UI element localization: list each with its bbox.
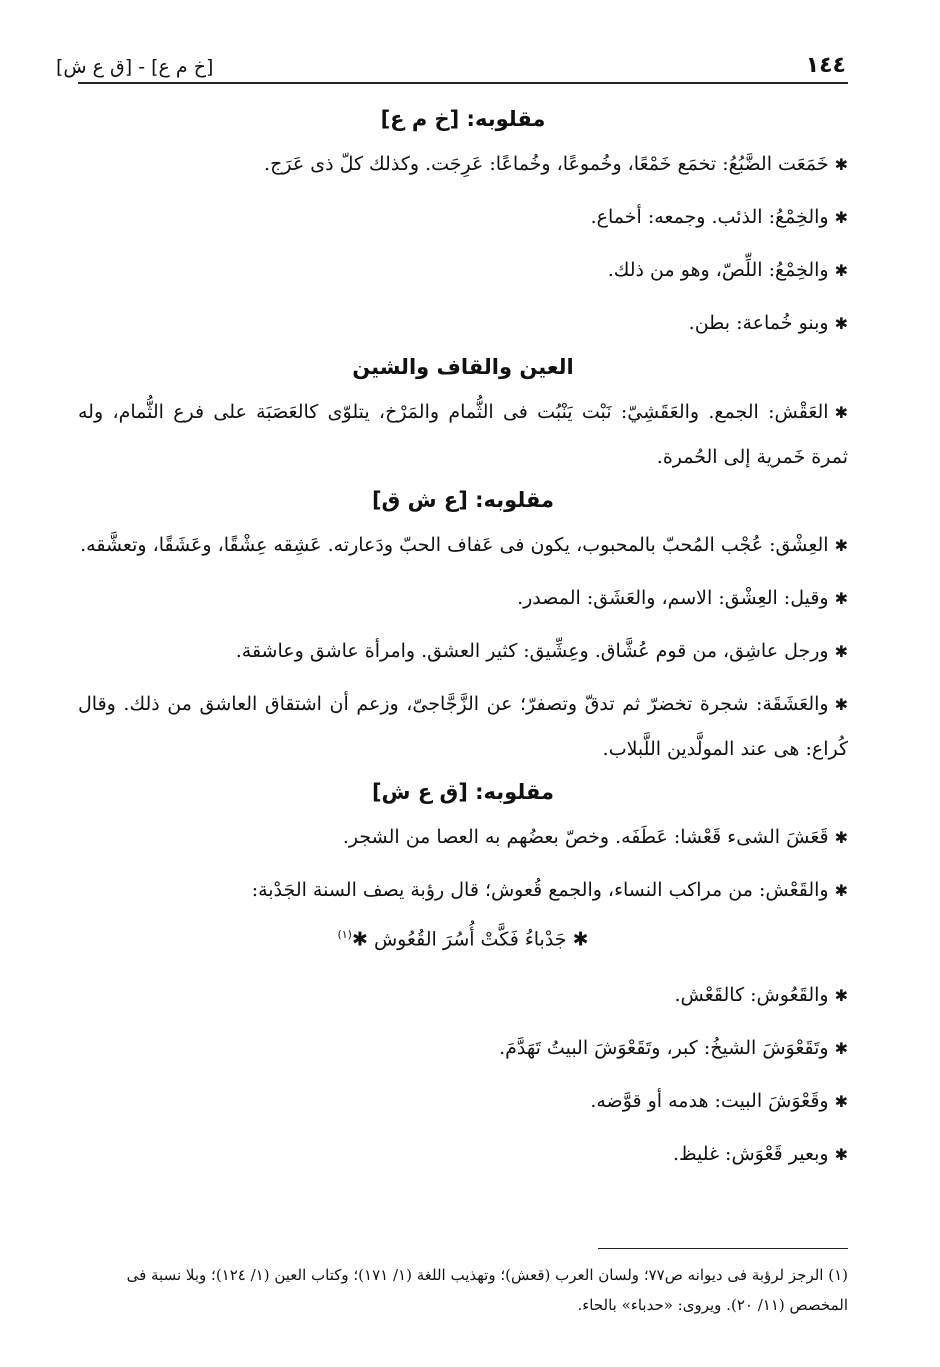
entry <box>78 195 848 240</box>
entry-text: العِشْق: عُجْب المُحبّ بالمحبوب، يكون فى عَفاف الحبّ ودَعارته. عَشِقه عِشْقًا، وعَشَقًا، وتعشَّقه. <box>80 534 829 556</box>
asterisk-icon: ✱ <box>834 642 848 661</box>
section-heading: مقلوبه: [ق ع ش] <box>371 780 555 804</box>
entry <box>78 1079 848 1124</box>
asterisk-icon: ✱ <box>834 1145 848 1165</box>
running-header <box>56 40 848 84</box>
entry-text: والعَشَقَة: شجرة تخضرّ ثم تدقّ وتصفرّ؛ عن الزَّجَّاجىّ، وزعم أن اشتقاق العاشق من ذلك. وقال كُراع: هى عند المولَّدين اللَّبلاب. <box>78 693 848 760</box>
asterisk-icon: ✱ <box>834 261 848 280</box>
entry-text: وتَقَعْوَشَ الشيخُ: كبر، وتَقَعْوَشَ البيتُ تَهَدَّمَ. <box>499 1037 829 1060</box>
asterisk-icon: ✱ <box>834 986 848 1006</box>
section-heading: العين والقاف والشين <box>352 355 574 379</box>
entry-text: وبنو خُماعة: بطن. <box>688 312 829 334</box>
entry-text: ورجل عاشِق، من قوم عُشَّاق. وعِشِّيق: كثير العشق. وامرأة عاشق وعاشقة. <box>235 640 829 662</box>
asterisk-icon: ✱ <box>834 695 848 714</box>
page-number: ١٤٤ <box>805 53 846 78</box>
entry <box>78 301 848 346</box>
entry-text: خَمَعَت الضَّبُعُ: تخمَع خَمْعًا، وخُموعًا، وخُماعًا: عَرِجَت. وكذلك كلّ ذى عَرَج. <box>264 153 829 175</box>
asterisk-icon: ✱ <box>834 208 848 227</box>
verse-quote <box>78 915 848 959</box>
asterisk-icon: ✱ <box>834 314 848 333</box>
footnote-marker: (١) <box>337 928 352 941</box>
entry-text: والخِمْعُ: الذئب. وجمعه: أخماع. <box>590 206 829 228</box>
entry <box>78 815 848 860</box>
entry <box>78 142 848 187</box>
asterisk-icon: ✱ <box>834 1039 848 1059</box>
entry-text: وبعير قَعْوَش: غليظ. <box>672 1143 829 1166</box>
entry <box>78 629 848 674</box>
footnote: (١) الرجز لرؤبة فى ديوانه ص٧٧؛ ولسان العرب (قعش)؛ وتهذيب اللغة (١/ ١٧١)؛ وكتاب العين (١/ ١٢٤)؛ وبلا نسبة فى المخصص (١١/ ٢٠). ويروى: «حدباء» بالحاء. <box>126 1266 848 1314</box>
entry <box>78 248 848 293</box>
header-root-range: [خ م ع] - [ق ع ش] <box>56 56 214 78</box>
entry-text: والخِمْعُ: اللِّصّ، وهو من ذلك. <box>607 259 829 281</box>
asterisk-icon: ✱ <box>834 828 848 847</box>
asterisk-icon: ✱ <box>834 881 848 900</box>
entry-text: وقيل: العِشْق: الاسم، والعَشَق: المصدر. <box>517 587 829 609</box>
asterisk-icon: ✱ <box>351 928 374 951</box>
section-heading: مقلوبه: [ع ش ق] <box>371 488 555 512</box>
entry-text: قَعَشَ الشىء قَعْشا: عَطَفَه. وخصّ بعضُهم به العصا من الشجر. <box>342 826 829 848</box>
asterisk-icon: ✱ <box>834 589 848 608</box>
book-page <box>56 40 848 1330</box>
entry <box>78 1026 848 1071</box>
entry <box>78 390 848 479</box>
asterisk-icon: ✱ <box>834 155 848 174</box>
entry-text: والقَعُوش: كالقَعْش. <box>674 984 829 1007</box>
asterisk-icon: ✱ <box>834 1092 848 1112</box>
entry <box>78 868 848 913</box>
entry-text: والقَعْش: من مراكب النساء، والجمع قُعوش؛ قال رؤبة يصف السنة الجَدْبة: <box>251 879 829 901</box>
verse-text: جَدْباءُ فَكَّتْ أُسُرَ القُعُوش <box>373 928 567 951</box>
entry <box>78 523 848 568</box>
entry <box>78 682 848 771</box>
asterisk-icon: ✱ <box>834 403 848 422</box>
entry-text: العَقْش: الجمع. والعَقَشِيّ: نَبْت يَنْبُت فى الثُّمام والمَرْخ، يتلوّى كالعَصَبَة على فرع الثُّمام، وله ثمرة خَمرية إلى الحُمرة. <box>78 401 848 468</box>
entry <box>78 576 848 621</box>
entry <box>78 1132 848 1177</box>
entry <box>78 973 848 1018</box>
asterisk-icon: ✱ <box>566 928 589 951</box>
main-text <box>78 98 848 1185</box>
entry-text: وقَعْوَشَ البيت: هدمه أو قوَّضه. <box>590 1090 829 1113</box>
footnote-divider <box>598 1248 848 1249</box>
asterisk-icon: ✱ <box>834 536 848 555</box>
section-heading: مقلوبه: [خ م ع] <box>380 107 546 131</box>
